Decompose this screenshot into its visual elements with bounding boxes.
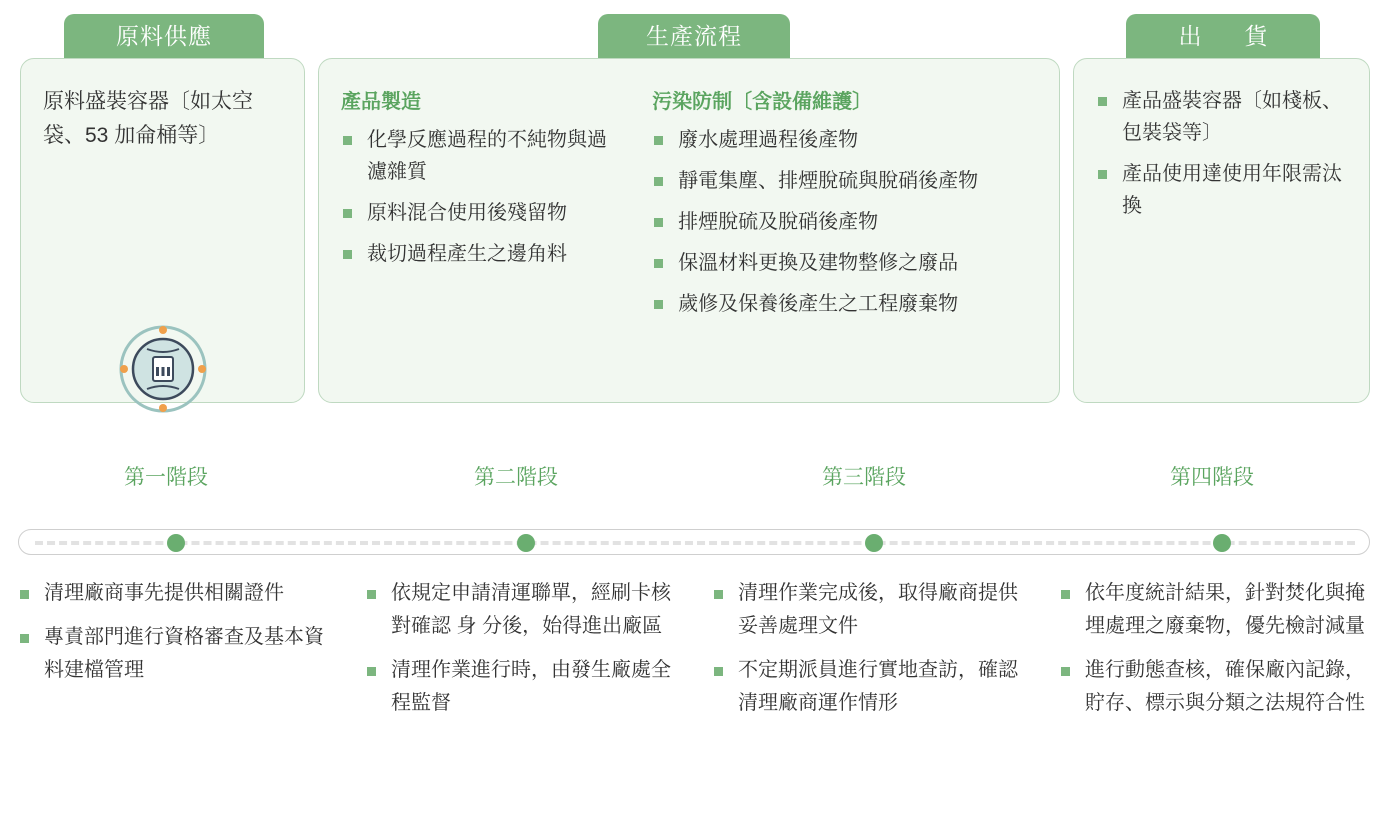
list-item: 化學反應過程的不純物與過濾雜質: [341, 124, 618, 188]
stage-columns: [0, 577, 1390, 731]
tab-label: 出 貨: [1178, 23, 1278, 49]
group-title: 污染防制〔含設備維護〕: [652, 91, 873, 113]
list-item: 清理作業進行時，由發生廠處全程監督: [365, 654, 676, 720]
list-item: 不定期派員進行實地查訪，確認清理廠商運作情形: [712, 654, 1023, 720]
raw-material-container-text: 原料盛裝容器〔如太空袋、53 加侖桶等〕: [43, 90, 253, 147]
stages-section: [0, 455, 1390, 714]
list-item: 排煙脫硫及脫硝後產物: [652, 206, 1037, 238]
stage-column-4: [1041, 577, 1388, 731]
list-item: 保溫材料更換及建物整修之廢品: [652, 247, 1037, 279]
production-columns: [341, 85, 1037, 329]
stage-dot-4: [1213, 534, 1231, 552]
stage-labels: [0, 455, 1390, 501]
stage-label-4: 第四階段: [1170, 466, 1254, 489]
tab-label: 原料供應: [116, 23, 212, 49]
list-item: 廢水處理過程後產物: [652, 124, 1037, 156]
panel-raw-material-supply: [20, 58, 305, 403]
list-item: 進行動態查核，確保廠內記錄，貯存、標示與分類之法規符合性: [1059, 654, 1370, 720]
list-item: 靜電集塵、排煙脫硫與脫硝後產物: [652, 165, 1037, 197]
stage-column-1: [0, 577, 347, 731]
stage-column-2: [347, 577, 694, 731]
list-item: 產品使用達使用年限需汰換: [1096, 158, 1347, 222]
stage-3-list: [712, 577, 1023, 720]
panel-content: [21, 59, 304, 153]
stage-label-1: 第一階段: [124, 466, 208, 489]
stage-dot-3: [865, 534, 883, 552]
list-item: 依規定申請清運聯單，經刷卡核對確認 身 分後，始得進出廠區: [365, 577, 676, 643]
panel-content: [319, 59, 1059, 329]
list-item: 清理作業完成後，取得廠商提供妥善處理文件: [712, 577, 1023, 643]
tab-label: 生產流程: [646, 23, 742, 49]
track-dashed-line: [35, 541, 1355, 545]
stage-2-list: [365, 577, 676, 720]
list-item: 依年度統計結果，針對焚化與掩埋處理之廢棄物，優先檢討減量: [1059, 577, 1370, 643]
list-item: 歲修及保養後產生之工程廢棄物: [652, 288, 1037, 320]
panel-production-process: [318, 58, 1060, 403]
list-item: 產品盛裝容器〔如棧板、包裝袋等〕: [1096, 85, 1347, 149]
list-item: 裁切過程產生之邊角料: [341, 238, 618, 270]
stage-1-list: [18, 577, 329, 687]
panel-content: [1074, 59, 1369, 222]
tab-raw-material-supply: [64, 14, 264, 58]
tab-production-process: [598, 14, 790, 58]
group-product-manufacturing: [341, 85, 618, 329]
stage-4-list: [1059, 577, 1370, 720]
stage-label-3: 第三階段: [822, 466, 906, 489]
stage-column-3: [694, 577, 1041, 731]
list-item: 清理廠商事先提供相關證件: [18, 577, 329, 610]
group-title: 產品製造: [341, 91, 421, 113]
group-pollution-control: [652, 85, 1037, 329]
tab-shipping: [1126, 14, 1320, 58]
manufacturing-waste-list: [341, 124, 618, 270]
panel-shipping: [1073, 58, 1370, 403]
pollution-control-waste-list: [652, 124, 1037, 320]
stage-label-2: 第二階段: [474, 466, 558, 489]
stage-dot-1: [167, 534, 185, 552]
list-item: 專責部門進行資格審查及基本資料建檔管理: [18, 621, 329, 687]
stage-progress-track: [18, 529, 1370, 555]
shipping-waste-list: [1096, 85, 1347, 222]
list-item: 原料混合使用後殘留物: [341, 197, 618, 229]
drum-icon: [113, 319, 213, 424]
stage-dot-2: [517, 534, 535, 552]
